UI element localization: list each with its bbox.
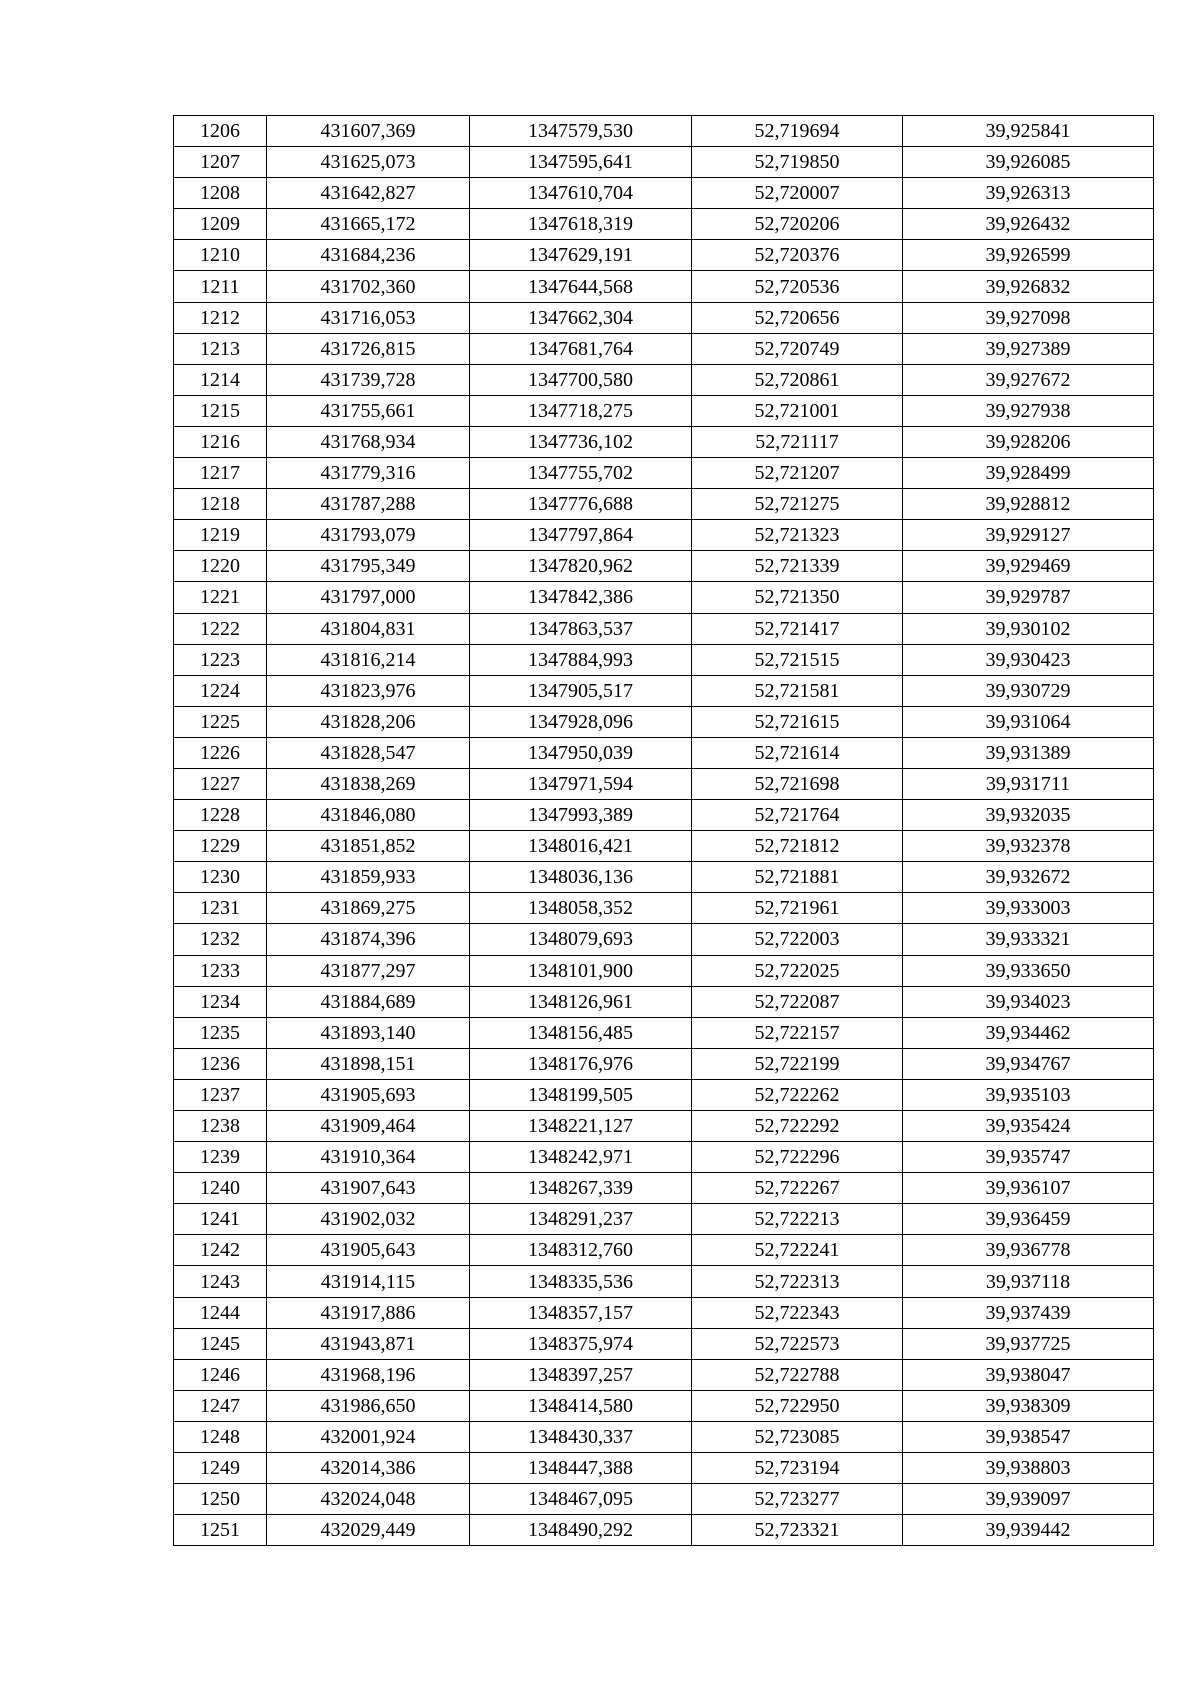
longitude-cell: 39,933321: [903, 924, 1154, 955]
table-row: [174, 1142, 1154, 1173]
y-coordinate-cell: 1347610,704: [470, 178, 692, 209]
table-row: [174, 1359, 1154, 1390]
point-number-cell: 1212: [174, 302, 267, 333]
table-row: [174, 1453, 1154, 1484]
point-number-cell: 1227: [174, 768, 267, 799]
point-number-cell: 1243: [174, 1266, 267, 1297]
longitude-cell: 39,937725: [903, 1328, 1154, 1359]
x-coordinate-cell: 431816,214: [267, 644, 470, 675]
table-row: [174, 1111, 1154, 1142]
y-coordinate-cell: 1348430,337: [470, 1421, 692, 1452]
latitude-cell: 52,721615: [692, 706, 903, 737]
y-coordinate-cell: 1347950,039: [470, 737, 692, 768]
point-number-cell: 1249: [174, 1453, 267, 1484]
longitude-cell: 39,926832: [903, 271, 1154, 302]
x-coordinate-cell: 431828,206: [267, 706, 470, 737]
point-number-cell: 1222: [174, 613, 267, 644]
y-coordinate-cell: 1347928,096: [470, 706, 692, 737]
table-row: [174, 1079, 1154, 1110]
longitude-cell: 39,927389: [903, 333, 1154, 364]
x-coordinate-cell: 431779,316: [267, 458, 470, 489]
longitude-cell: 39,929127: [903, 520, 1154, 551]
point-number-cell: 1207: [174, 147, 267, 178]
point-number-cell: 1228: [174, 800, 267, 831]
latitude-cell: 52,720007: [692, 178, 903, 209]
latitude-cell: 52,720749: [692, 333, 903, 364]
latitude-cell: 52,722025: [692, 955, 903, 986]
latitude-cell: 52,722788: [692, 1359, 903, 1390]
x-coordinate-cell: 432024,048: [267, 1484, 470, 1515]
point-number-cell: 1242: [174, 1235, 267, 1266]
coordinates-table: [173, 115, 1154, 1546]
y-coordinate-cell: 1348242,971: [470, 1142, 692, 1173]
table-row: [174, 831, 1154, 862]
y-coordinate-cell: 1347718,275: [470, 395, 692, 426]
latitude-cell: 52,722292: [692, 1111, 903, 1142]
longitude-cell: 39,930729: [903, 675, 1154, 706]
x-coordinate-cell: 431755,661: [267, 395, 470, 426]
latitude-cell: 52,721698: [692, 768, 903, 799]
point-number-cell: 1219: [174, 520, 267, 551]
y-coordinate-cell: 1347681,764: [470, 333, 692, 364]
latitude-cell: 52,720656: [692, 302, 903, 333]
point-number-cell: 1223: [174, 644, 267, 675]
x-coordinate-cell: 431968,196: [267, 1359, 470, 1390]
table-row: [174, 1266, 1154, 1297]
longitude-cell: 39,939097: [903, 1484, 1154, 1515]
point-number-cell: 1247: [174, 1390, 267, 1421]
point-number-cell: 1221: [174, 582, 267, 613]
x-coordinate-cell: 431795,349: [267, 551, 470, 582]
longitude-cell: 39,932378: [903, 831, 1154, 862]
table-row: [174, 1328, 1154, 1359]
x-coordinate-cell: 431804,831: [267, 613, 470, 644]
y-coordinate-cell: 1348079,693: [470, 924, 692, 955]
y-coordinate-cell: 1348016,421: [470, 831, 692, 862]
y-coordinate-cell: 1347644,568: [470, 271, 692, 302]
x-coordinate-cell: 431986,650: [267, 1390, 470, 1421]
table-row: [174, 800, 1154, 831]
latitude-cell: 52,721275: [692, 489, 903, 520]
x-coordinate-cell: 431898,151: [267, 1048, 470, 1079]
table-row: [174, 271, 1154, 302]
y-coordinate-cell: 1348291,237: [470, 1204, 692, 1235]
point-number-cell: 1241: [174, 1204, 267, 1235]
longitude-cell: 39,938309: [903, 1390, 1154, 1421]
x-coordinate-cell: 431642,827: [267, 178, 470, 209]
longitude-cell: 39,926085: [903, 147, 1154, 178]
point-number-cell: 1229: [174, 831, 267, 862]
longitude-cell: 39,935747: [903, 1142, 1154, 1173]
point-number-cell: 1218: [174, 489, 267, 520]
y-coordinate-cell: 1347736,102: [470, 426, 692, 457]
latitude-cell: 52,723321: [692, 1515, 903, 1546]
table-row: [174, 893, 1154, 924]
table-row: [174, 1048, 1154, 1079]
x-coordinate-cell: 431909,464: [267, 1111, 470, 1142]
longitude-cell: 39,928206: [903, 426, 1154, 457]
x-coordinate-cell: 431793,079: [267, 520, 470, 551]
y-coordinate-cell: 1347820,962: [470, 551, 692, 582]
latitude-cell: 52,720206: [692, 209, 903, 240]
longitude-cell: 39,927098: [903, 302, 1154, 333]
point-number-cell: 1216: [174, 426, 267, 457]
table-row: [174, 986, 1154, 1017]
table-row: [174, 1173, 1154, 1204]
table-row: [174, 737, 1154, 768]
latitude-cell: 52,722296: [692, 1142, 903, 1173]
table-row: [174, 209, 1154, 240]
latitude-cell: 52,721515: [692, 644, 903, 675]
x-coordinate-cell: 431716,053: [267, 302, 470, 333]
longitude-cell: 39,932035: [903, 800, 1154, 831]
x-coordinate-cell: 431859,933: [267, 862, 470, 893]
y-coordinate-cell: 1348357,157: [470, 1297, 692, 1328]
table-row: [174, 613, 1154, 644]
point-number-cell: 1238: [174, 1111, 267, 1142]
y-coordinate-cell: 1347863,537: [470, 613, 692, 644]
y-coordinate-cell: 1348397,257: [470, 1359, 692, 1390]
longitude-cell: 39,939442: [903, 1515, 1154, 1546]
x-coordinate-cell: 431684,236: [267, 240, 470, 271]
x-coordinate-cell: 431768,934: [267, 426, 470, 457]
latitude-cell: 52,722267: [692, 1173, 903, 1204]
x-coordinate-cell: 431874,396: [267, 924, 470, 955]
point-number-cell: 1250: [174, 1484, 267, 1515]
latitude-cell: 52,721001: [692, 395, 903, 426]
y-coordinate-cell: 1348447,388: [470, 1453, 692, 1484]
y-coordinate-cell: 1348267,339: [470, 1173, 692, 1204]
longitude-cell: 39,925841: [903, 116, 1154, 147]
point-number-cell: 1217: [174, 458, 267, 489]
y-coordinate-cell: 1347629,191: [470, 240, 692, 271]
longitude-cell: 39,927938: [903, 395, 1154, 426]
longitude-cell: 39,932672: [903, 862, 1154, 893]
latitude-cell: 52,722003: [692, 924, 903, 955]
y-coordinate-cell: 1347595,641: [470, 147, 692, 178]
x-coordinate-cell: 431917,886: [267, 1297, 470, 1328]
longitude-cell: 39,938547: [903, 1421, 1154, 1452]
table-row: [174, 426, 1154, 457]
coordinates-table-body: [174, 116, 1154, 1546]
table-row: [174, 147, 1154, 178]
point-number-cell: 1245: [174, 1328, 267, 1359]
y-coordinate-cell: 1348312,760: [470, 1235, 692, 1266]
point-number-cell: 1231: [174, 893, 267, 924]
table-row: [174, 706, 1154, 737]
point-number-cell: 1206: [174, 116, 267, 147]
latitude-cell: 52,720861: [692, 364, 903, 395]
table-row: [174, 551, 1154, 582]
y-coordinate-cell: 1348467,095: [470, 1484, 692, 1515]
longitude-cell: 39,931711: [903, 768, 1154, 799]
table-row: [174, 116, 1154, 147]
table-row: [174, 178, 1154, 209]
table-row: [174, 520, 1154, 551]
table-row: [174, 768, 1154, 799]
longitude-cell: 39,929469: [903, 551, 1154, 582]
point-number-cell: 1224: [174, 675, 267, 706]
latitude-cell: 52,719850: [692, 147, 903, 178]
table-row: [174, 240, 1154, 271]
latitude-cell: 52,721881: [692, 862, 903, 893]
point-number-cell: 1208: [174, 178, 267, 209]
point-number-cell: 1232: [174, 924, 267, 955]
latitude-cell: 52,719694: [692, 116, 903, 147]
point-number-cell: 1230: [174, 862, 267, 893]
x-coordinate-cell: 431851,852: [267, 831, 470, 862]
y-coordinate-cell: 1348199,505: [470, 1079, 692, 1110]
x-coordinate-cell: 431869,275: [267, 893, 470, 924]
longitude-cell: 39,936107: [903, 1173, 1154, 1204]
latitude-cell: 52,721117: [692, 426, 903, 457]
point-number-cell: 1214: [174, 364, 267, 395]
table-row: [174, 1515, 1154, 1546]
point-number-cell: 1235: [174, 1017, 267, 1048]
longitude-cell: 39,935424: [903, 1111, 1154, 1142]
longitude-cell: 39,926599: [903, 240, 1154, 271]
y-coordinate-cell: 1347662,304: [470, 302, 692, 333]
point-number-cell: 1239: [174, 1142, 267, 1173]
point-number-cell: 1211: [174, 271, 267, 302]
longitude-cell: 39,926432: [903, 209, 1154, 240]
table-row: [174, 675, 1154, 706]
x-coordinate-cell: 431910,364: [267, 1142, 470, 1173]
table-row: [174, 1484, 1154, 1515]
longitude-cell: 39,935103: [903, 1079, 1154, 1110]
longitude-cell: 39,934462: [903, 1017, 1154, 1048]
longitude-cell: 39,936778: [903, 1235, 1154, 1266]
table-row: [174, 302, 1154, 333]
y-coordinate-cell: 1348101,900: [470, 955, 692, 986]
latitude-cell: 52,722241: [692, 1235, 903, 1266]
x-coordinate-cell: 431902,032: [267, 1204, 470, 1235]
table-row: [174, 333, 1154, 364]
latitude-cell: 52,720536: [692, 271, 903, 302]
x-coordinate-cell: 431877,297: [267, 955, 470, 986]
y-coordinate-cell: 1347842,386: [470, 582, 692, 613]
latitude-cell: 52,722313: [692, 1266, 903, 1297]
longitude-cell: 39,938047: [903, 1359, 1154, 1390]
point-number-cell: 1237: [174, 1079, 267, 1110]
table-row: [174, 364, 1154, 395]
latitude-cell: 52,722950: [692, 1390, 903, 1421]
table-row: [174, 1421, 1154, 1452]
x-coordinate-cell: 431907,643: [267, 1173, 470, 1204]
latitude-cell: 52,721323: [692, 520, 903, 551]
latitude-cell: 52,722343: [692, 1297, 903, 1328]
latitude-cell: 52,723085: [692, 1421, 903, 1452]
y-coordinate-cell: 1348176,976: [470, 1048, 692, 1079]
y-coordinate-cell: 1347971,594: [470, 768, 692, 799]
point-number-cell: 1248: [174, 1421, 267, 1452]
longitude-cell: 39,928499: [903, 458, 1154, 489]
y-coordinate-cell: 1347700,580: [470, 364, 692, 395]
y-coordinate-cell: 1348375,974: [470, 1328, 692, 1359]
y-coordinate-cell: 1348221,127: [470, 1111, 692, 1142]
y-coordinate-cell: 1347993,389: [470, 800, 692, 831]
x-coordinate-cell: 431607,369: [267, 116, 470, 147]
table-row: [174, 862, 1154, 893]
latitude-cell: 52,721961: [692, 893, 903, 924]
longitude-cell: 39,936459: [903, 1204, 1154, 1235]
table-row: [174, 1390, 1154, 1421]
y-coordinate-cell: 1347618,319: [470, 209, 692, 240]
point-number-cell: 1233: [174, 955, 267, 986]
latitude-cell: 52,722262: [692, 1079, 903, 1110]
y-coordinate-cell: 1347797,864: [470, 520, 692, 551]
x-coordinate-cell: 431838,269: [267, 768, 470, 799]
x-coordinate-cell: 431665,172: [267, 209, 470, 240]
x-coordinate-cell: 431739,728: [267, 364, 470, 395]
x-coordinate-cell: 431905,643: [267, 1235, 470, 1266]
x-coordinate-cell: 431787,288: [267, 489, 470, 520]
x-coordinate-cell: 431905,693: [267, 1079, 470, 1110]
x-coordinate-cell: 431702,360: [267, 271, 470, 302]
x-coordinate-cell: 431914,115: [267, 1266, 470, 1297]
latitude-cell: 52,721417: [692, 613, 903, 644]
latitude-cell: 52,721764: [692, 800, 903, 831]
longitude-cell: 39,927672: [903, 364, 1154, 395]
latitude-cell: 52,721614: [692, 737, 903, 768]
point-number-cell: 1251: [174, 1515, 267, 1546]
latitude-cell: 52,722087: [692, 986, 903, 1017]
latitude-cell: 52,721581: [692, 675, 903, 706]
latitude-cell: 52,722213: [692, 1204, 903, 1235]
longitude-cell: 39,931389: [903, 737, 1154, 768]
latitude-cell: 52,721207: [692, 458, 903, 489]
table-row: [174, 489, 1154, 520]
table-row: [174, 1297, 1154, 1328]
x-coordinate-cell: 431797,000: [267, 582, 470, 613]
latitude-cell: 52,721350: [692, 582, 903, 613]
point-number-cell: 1209: [174, 209, 267, 240]
longitude-cell: 39,938803: [903, 1453, 1154, 1484]
latitude-cell: 52,723277: [692, 1484, 903, 1515]
x-coordinate-cell: 431823,976: [267, 675, 470, 706]
x-coordinate-cell: 431943,871: [267, 1328, 470, 1359]
table-row: [174, 458, 1154, 489]
table-row: [174, 1204, 1154, 1235]
longitude-cell: 39,933003: [903, 893, 1154, 924]
x-coordinate-cell: 432001,924: [267, 1421, 470, 1452]
y-coordinate-cell: 1348126,961: [470, 986, 692, 1017]
longitude-cell: 39,937439: [903, 1297, 1154, 1328]
x-coordinate-cell: 431828,547: [267, 737, 470, 768]
latitude-cell: 52,721812: [692, 831, 903, 862]
longitude-cell: 39,937118: [903, 1266, 1154, 1297]
longitude-cell: 39,926313: [903, 178, 1154, 209]
y-coordinate-cell: 1347579,530: [470, 116, 692, 147]
point-number-cell: 1220: [174, 551, 267, 582]
point-number-cell: 1236: [174, 1048, 267, 1079]
y-coordinate-cell: 1347776,688: [470, 489, 692, 520]
y-coordinate-cell: 1347884,993: [470, 644, 692, 675]
latitude-cell: 52,722199: [692, 1048, 903, 1079]
longitude-cell: 39,929787: [903, 582, 1154, 613]
latitude-cell: 52,720376: [692, 240, 903, 271]
y-coordinate-cell: 1348335,536: [470, 1266, 692, 1297]
x-coordinate-cell: 431846,080: [267, 800, 470, 831]
table-row: [174, 1235, 1154, 1266]
x-coordinate-cell: 431726,815: [267, 333, 470, 364]
x-coordinate-cell: 431625,073: [267, 147, 470, 178]
longitude-cell: 39,928812: [903, 489, 1154, 520]
point-number-cell: 1244: [174, 1297, 267, 1328]
x-coordinate-cell: 432029,449: [267, 1515, 470, 1546]
point-number-cell: 1234: [174, 986, 267, 1017]
table-row: [174, 1017, 1154, 1048]
point-number-cell: 1215: [174, 395, 267, 426]
longitude-cell: 39,930102: [903, 613, 1154, 644]
latitude-cell: 52,722157: [692, 1017, 903, 1048]
table-row: [174, 644, 1154, 675]
longitude-cell: 39,930423: [903, 644, 1154, 675]
x-coordinate-cell: 431893,140: [267, 1017, 470, 1048]
table-row: [174, 395, 1154, 426]
point-number-cell: 1240: [174, 1173, 267, 1204]
point-number-cell: 1226: [174, 737, 267, 768]
longitude-cell: 39,933650: [903, 955, 1154, 986]
latitude-cell: 52,723194: [692, 1453, 903, 1484]
table-row: [174, 582, 1154, 613]
latitude-cell: 52,721339: [692, 551, 903, 582]
longitude-cell: 39,931064: [903, 706, 1154, 737]
y-coordinate-cell: 1348490,292: [470, 1515, 692, 1546]
y-coordinate-cell: 1348036,136: [470, 862, 692, 893]
y-coordinate-cell: 1348058,352: [470, 893, 692, 924]
y-coordinate-cell: 1347755,702: [470, 458, 692, 489]
table-row: [174, 955, 1154, 986]
x-coordinate-cell: 432014,386: [267, 1453, 470, 1484]
point-number-cell: 1213: [174, 333, 267, 364]
point-number-cell: 1210: [174, 240, 267, 271]
point-number-cell: 1246: [174, 1359, 267, 1390]
x-coordinate-cell: 431884,689: [267, 986, 470, 1017]
point-number-cell: 1225: [174, 706, 267, 737]
y-coordinate-cell: 1347905,517: [470, 675, 692, 706]
latitude-cell: 52,722573: [692, 1328, 903, 1359]
y-coordinate-cell: 1348156,485: [470, 1017, 692, 1048]
y-coordinate-cell: 1348414,580: [470, 1390, 692, 1421]
table-row: [174, 924, 1154, 955]
longitude-cell: 39,934767: [903, 1048, 1154, 1079]
longitude-cell: 39,934023: [903, 986, 1154, 1017]
